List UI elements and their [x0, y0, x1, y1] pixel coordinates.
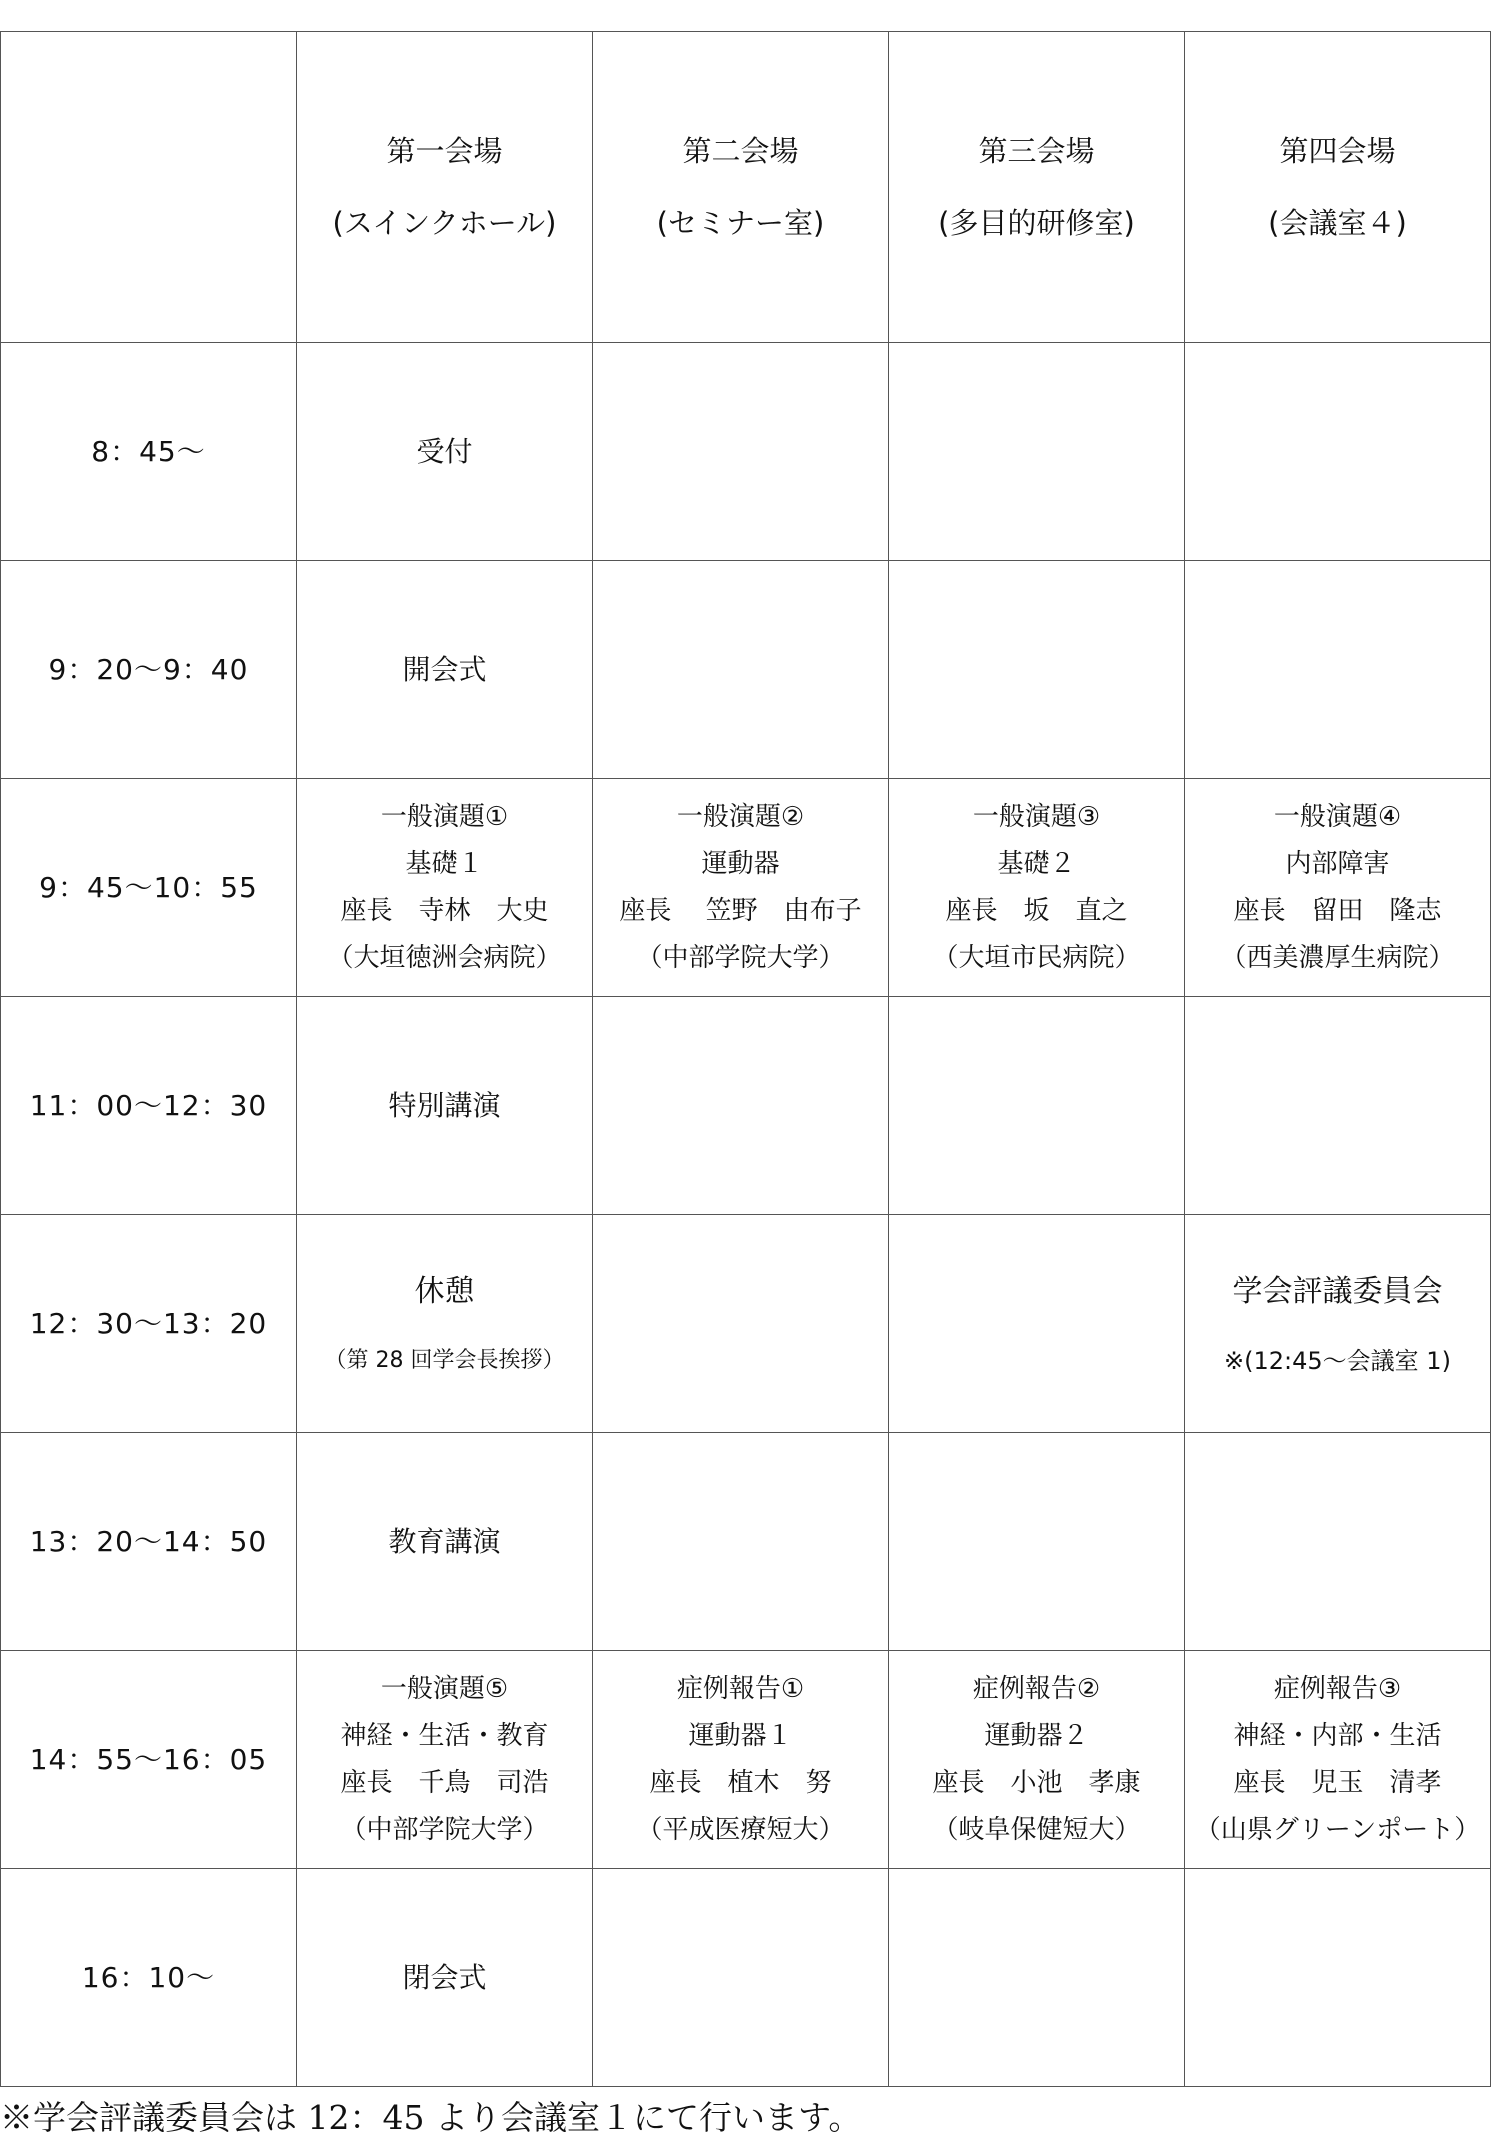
time-cell: 9：45～10：55: [1, 779, 297, 997]
room-header-1: [297, 32, 593, 343]
session-affiliation: （平成医療短大）: [636, 1814, 845, 1845]
room-venue: (スインクホール): [332, 206, 557, 240]
empty-cell: [1185, 561, 1491, 779]
room-venue: (会議室４): [1268, 206, 1407, 240]
row-session-1: [1, 779, 1491, 997]
session-chair: 座長 千鳥 司浩: [340, 1767, 549, 1798]
session-topic: 内部障害: [1285, 848, 1390, 879]
session-chair: 座長 植木 努: [649, 1767, 832, 1798]
session-chair: 座長 児玉 清孝: [1233, 1767, 1442, 1798]
council-title: 学会評議委員会: [1232, 1273, 1443, 1309]
empty-cell: [1185, 343, 1491, 561]
empty-cell: [1185, 997, 1491, 1215]
session-affiliation: （中部学院大学）: [636, 942, 845, 973]
session-cell: [297, 779, 593, 997]
empty-cell: [889, 1215, 1185, 1433]
schedule-table: [0, 31, 1491, 2087]
row-closing: [1, 1869, 1491, 2087]
break-title: 休憩: [414, 1273, 475, 1309]
row-opening: [1, 561, 1491, 779]
empty-cell: [593, 1215, 889, 1433]
event-cell: 開会式: [297, 561, 593, 779]
empty-cell: [889, 1869, 1185, 2087]
session-cell: [1185, 1651, 1491, 1869]
session-topic: 運動器: [701, 848, 780, 879]
break-cell: [297, 1215, 593, 1433]
room-header-3: [889, 32, 1185, 343]
session-topic: 基礎２: [997, 848, 1076, 879]
session-topic: 運動器２: [984, 1720, 1089, 1751]
empty-cell: [593, 1433, 889, 1651]
session-cell: [593, 1651, 889, 1869]
room-venue: (セミナー室): [656, 206, 825, 240]
empty-cell: [889, 343, 1185, 561]
session-title: 一般演題④: [1273, 801, 1402, 832]
time-cell: 9：20～9：40: [1, 561, 297, 779]
session-topic: 運動器１: [688, 1720, 793, 1751]
session-affiliation: （西美濃厚生病院）: [1220, 942, 1455, 973]
row-break: [1, 1215, 1491, 1433]
empty-cell: [889, 1433, 1185, 1651]
event-cell: 特別講演: [297, 997, 593, 1215]
session-chair: 座長 寺林 大史: [340, 895, 549, 926]
session-topic: 基礎１: [405, 848, 484, 879]
footnote: ※学会評議委員会は 12：45 より会議室１にて行います。: [0, 2098, 862, 2137]
empty-cell: [889, 997, 1185, 1215]
session-title: 一般演題⑤: [380, 1673, 509, 1704]
corner-cell: [1, 32, 297, 343]
room-name: 第四会場: [1279, 134, 1396, 168]
row-reception: [1, 343, 1491, 561]
session-chair: 座長 留田 隆志: [1233, 895, 1442, 926]
session-chair: 座長 笠野 由布子: [619, 895, 862, 926]
session-affiliation: （岐阜保健短大）: [932, 1814, 1141, 1845]
session-cell: [889, 1651, 1185, 1869]
empty-cell: [889, 561, 1185, 779]
empty-cell: [1185, 1869, 1491, 2087]
empty-cell: [593, 561, 889, 779]
session-affiliation: （大垣市民病院）: [932, 942, 1141, 973]
time-cell: 16：10～: [1, 1869, 297, 2087]
session-title: 症例報告②: [972, 1673, 1101, 1704]
time-cell: 12：30～13：20: [1, 1215, 297, 1433]
room-name: 第三会場: [978, 134, 1095, 168]
empty-cell: [1185, 1433, 1491, 1651]
time-cell: 13：20～14：50: [1, 1433, 297, 1651]
session-topic: 神経・内部・生活: [1233, 1720, 1442, 1751]
session-chair: 座長 小池 孝康: [932, 1767, 1141, 1798]
session-title: 一般演題①: [380, 801, 509, 832]
event-cell: 閉会式: [297, 1869, 593, 2087]
session-chair: 座長 坂 直之: [945, 895, 1128, 926]
session-title: 一般演題③: [972, 801, 1101, 832]
room-name: 第二会場: [682, 134, 799, 168]
empty-cell: [593, 1869, 889, 2087]
session-title: 症例報告①: [676, 1673, 805, 1704]
session-topic: 神経・生活・教育: [340, 1720, 549, 1751]
session-cell: [297, 1651, 593, 1869]
session-cell: [889, 779, 1185, 997]
break-note: （第 28 回学会長挨拶）: [324, 1347, 565, 1373]
session-affiliation: （中部学院大学）: [340, 1814, 549, 1845]
header-row: [1, 32, 1491, 343]
council-cell: [1185, 1215, 1491, 1433]
session-affiliation: （大垣徳洲会病院）: [327, 942, 562, 973]
room-venue: (多目的研修室): [938, 206, 1135, 240]
session-cell: [593, 779, 889, 997]
session-title: 症例報告③: [1273, 1673, 1402, 1704]
room-header-2: [593, 32, 889, 343]
session-title: 一般演題②: [676, 801, 805, 832]
empty-cell: [593, 343, 889, 561]
time-cell: 11：00～12：30: [1, 997, 297, 1215]
empty-cell: [593, 997, 889, 1215]
event-cell: 教育講演: [297, 1433, 593, 1651]
room-name: 第一会場: [386, 134, 503, 168]
room-header-4: [1185, 32, 1491, 343]
event-cell: 受付: [297, 343, 593, 561]
council-note: ※(12:45～会議室 1): [1224, 1346, 1451, 1375]
row-education-lecture: [1, 1433, 1491, 1651]
session-cell: [1185, 779, 1491, 997]
time-cell: 14：55～16：05: [1, 1651, 297, 1869]
row-session-2: [1, 1651, 1491, 1869]
row-special-lecture: [1, 997, 1491, 1215]
time-cell: 8：45～: [1, 343, 297, 561]
session-affiliation: （山県グリーンポート）: [1194, 1814, 1481, 1845]
